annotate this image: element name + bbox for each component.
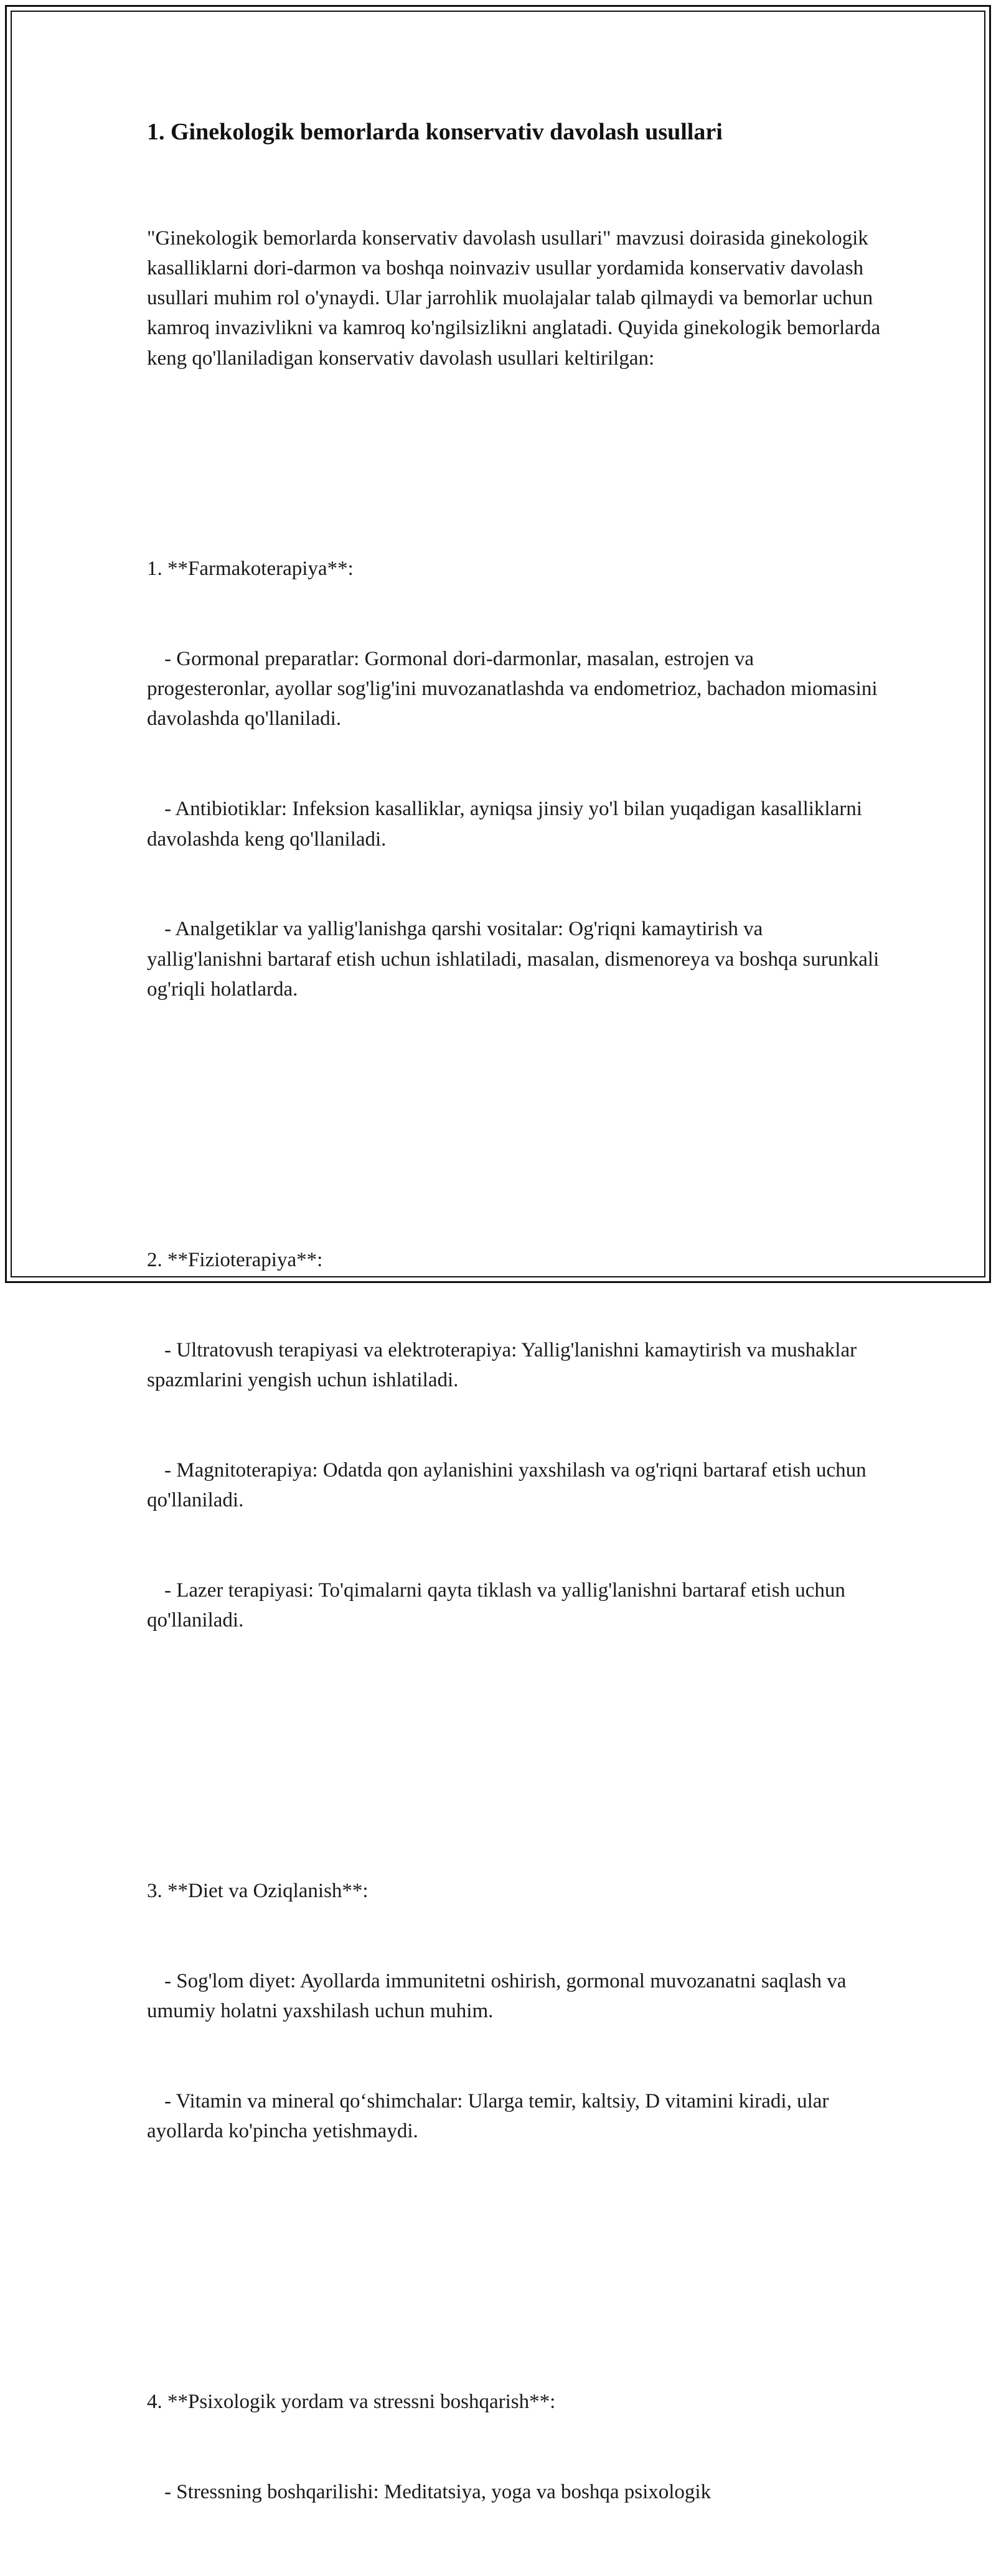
section-heading: 2. **Fizioterapiya**: xyxy=(147,1248,323,1271)
list-item: - Vitamin va mineral qo‘shimchalar: Ularga temir, kaltsiy, D vitamini kiradi, ular ayollarda ko'pincha yetishmaydi. xyxy=(147,2090,834,2143)
list-item: - Sog'lom diyet: Ayollarda immunitetni oshirish, gormonal muvozanatni saqlash va umumiy holatni yaxshilash uchun muhim. xyxy=(147,1969,852,2023)
section-psixologik-yordam xyxy=(147,2297,881,2567)
document-page xyxy=(147,116,886,2576)
list-item: - Antibiotiklar: Infeksion kasalliklar, ayniqsa jinsiy yo'l bilan yuqadigan kasalliklarni davolashda keng qo'llaniladi. xyxy=(147,798,868,851)
section-heading: 1. **Farmakoterapiya**: xyxy=(147,557,354,580)
list-item: - Analgetiklar va yallig'lanishga qarshi vositalar: Og'riqni kamaytirish va yallig'lanishni bartaraf etish uchun ishlatiladi, masalan, dismenoreya va boshqa surunkali og'riqli holatlarda. xyxy=(147,918,885,1001)
section-fizioterapiya xyxy=(147,1155,881,1696)
list-item: - Lazer terapiyasi: To'qimalarni qayta tiklash va yallig'lanishni bartaraf etish uchun qo'llaniladi. xyxy=(147,1579,851,1632)
section-diet-oziqlanish xyxy=(147,1786,881,2206)
list-item: - Magnitoterapiya: Odatda qon aylanishini yaxshilash va og'riqni bartaraf etish uchun qo'llaniladi. xyxy=(147,1458,872,1512)
list-item: - Ultratovush terapiyasi va elektroterapiya: Yallig'lanishni kamaytirish va mushaklar spazmlarini yengish uchun ishlatiladi. xyxy=(147,1338,862,1391)
intro-paragraph: "Ginekologik bemorlarda konservativ davolash usullari" mavzusi doirasida ginekologik kasalliklarni dori-darmon va boshqa noinvaziv usullar yordamida konservativ davolash usullari muhim rol o'ynaydi. Ular jarrohlik muolajalar talab qilmaydi va bemorlar uchun kamroq invazivlikni va kamroq ko'ngilsizlikni anglatadi. Quyida ginekologik bemorlarda keng qo'llaniladigan konservativ davolash usullari keltirilgan: xyxy=(147,226,886,370)
section-heading: 4. **Psixologik yordam va stressni boshqarish**: xyxy=(147,2390,556,2413)
section-farmakoterapiya xyxy=(147,464,885,1065)
document-body xyxy=(147,163,886,2576)
document-title: 1. Ginekologik bemorlarda konservativ davolash usullari xyxy=(147,119,723,145)
list-item: - Stressning boshqarilishi: Meditatsiya, yoga va boshqa psixologik xyxy=(164,2480,712,2503)
section-heading: 3. **Diet va Oziqlanish**: xyxy=(147,1879,369,1902)
list-item: - Gormonal preparatlar: Gormonal dori-darmonlar, masalan, estrojen va progesteronlar, ayollar sog'lig'ini muvozanatlashda va endometrioz, bachadon miomasini davolashda qo'llaniladi. xyxy=(147,647,883,730)
